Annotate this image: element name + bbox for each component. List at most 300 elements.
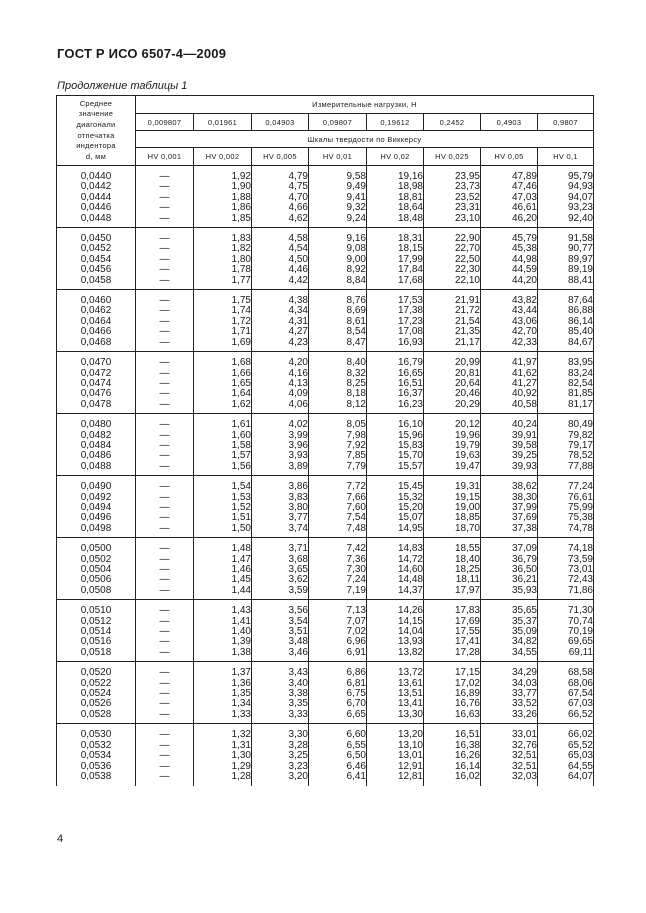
- hardness-value-cell: 21,54: [424, 317, 481, 327]
- hardness-value-cell: 17,41: [424, 637, 481, 647]
- diagonal-value-cell: 0,0514: [57, 627, 136, 637]
- hardness-value-cell: 4,20: [252, 352, 309, 369]
- hardness-value-cell: 20,29: [424, 400, 481, 414]
- hardness-value-cell: 32,51: [481, 762, 538, 772]
- hardness-value-cell: 3,59: [252, 586, 309, 600]
- hardness-value-cell: 1,50: [194, 524, 252, 538]
- hardness-value-cell: 20,64: [424, 379, 481, 389]
- diagonal-value-cell: 0,0524: [57, 689, 136, 699]
- hardness-value-cell: 70,74: [538, 617, 594, 627]
- table-row: [57, 538, 594, 555]
- hardness-value-cell: —: [136, 476, 194, 493]
- hardness-value-cell: 46,61: [481, 203, 538, 213]
- hardness-value-cell: 1,31: [194, 741, 252, 751]
- hardness-value-cell: 3,35: [252, 699, 309, 709]
- hardness-value-cell: 65,03: [538, 751, 594, 761]
- hardness-value-cell: —: [136, 679, 194, 689]
- hardness-value-cell: 44,59: [481, 265, 538, 275]
- diagonal-value-cell: 0,0504: [57, 565, 136, 575]
- loads-group-header: Измерительные нагрузки, Н: [136, 96, 594, 114]
- hardness-value-cell: 1,86: [194, 203, 252, 213]
- hardness-value-cell: 94,07: [538, 193, 594, 203]
- hardness-value-cell: 42,70: [481, 327, 538, 337]
- hardness-value-cell: 1,61: [194, 414, 252, 431]
- hardness-value-cell: 15,45: [367, 476, 424, 493]
- hardness-value-cell: 3,20: [252, 772, 309, 782]
- hardness-value-cell: —: [136, 352, 194, 369]
- hardness-value-cell: 34,29: [481, 662, 538, 679]
- hardness-value-cell: 16,38: [424, 741, 481, 751]
- spacer-cell: [309, 782, 367, 786]
- hardness-value-cell: 77,88: [538, 462, 594, 476]
- table-row: [57, 338, 594, 352]
- hardness-value-cell: 71,30: [538, 600, 594, 617]
- hardness-value-cell: 69,11: [538, 648, 594, 662]
- hardness-value-cell: 3,38: [252, 689, 309, 699]
- hardness-value-cell: 1,37: [194, 662, 252, 679]
- hardness-value-cell: 8,12: [309, 400, 367, 414]
- hardness-value-cell: 17,97: [424, 586, 481, 600]
- hardness-value-cell: 38,62: [481, 476, 538, 493]
- hardness-value-cell: 1,32: [194, 724, 252, 741]
- hardness-value-cell: 7,48: [309, 524, 367, 538]
- hardness-value-cell: 13,61: [367, 679, 424, 689]
- hardness-value-cell: —: [136, 306, 194, 316]
- hardness-value-cell: 7,54: [309, 513, 367, 523]
- hardness-value-cell: —: [136, 617, 194, 627]
- hardness-value-cell: 16,89: [424, 689, 481, 699]
- hardness-value-cell: 1,54: [194, 476, 252, 493]
- hardness-value-cell: —: [136, 290, 194, 307]
- hardness-value-cell: 19,96: [424, 431, 481, 441]
- hardness-value-cell: 7,19: [309, 586, 367, 600]
- hardness-value-cell: —: [136, 203, 194, 213]
- hardness-value-cell: 3,71: [252, 538, 309, 555]
- hardness-value-cell: —: [136, 575, 194, 585]
- hardness-value-cell: 76,61: [538, 493, 594, 503]
- hardness-value-cell: 16,23: [367, 400, 424, 414]
- diagonal-value-cell: 0,0462: [57, 306, 136, 316]
- diagonal-value-cell: 0,0452: [57, 244, 136, 254]
- hardness-value-cell: 9,32: [309, 203, 367, 213]
- hardness-value-cell: 1,47: [194, 555, 252, 565]
- diagonal-value-cell: 0,0460: [57, 290, 136, 307]
- hardness-value-cell: 19,31: [424, 476, 481, 493]
- spacer-cell: [481, 782, 538, 786]
- hardness-value-cell: 6,65: [309, 710, 367, 724]
- hardness-value-cell: 14,26: [367, 600, 424, 617]
- table-row: [57, 166, 594, 183]
- hardness-value-cell: 23,73: [424, 182, 481, 192]
- diagonal-value-cell: 0,0488: [57, 462, 136, 476]
- hardness-value-cell: 17,99: [367, 255, 424, 265]
- hardness-value-cell: 68,06: [538, 679, 594, 689]
- hardness-value-cell: 17,69: [424, 617, 481, 627]
- hardness-value-cell: 1,43: [194, 600, 252, 617]
- hardness-value-cell: 1,45: [194, 575, 252, 585]
- diagonal-value-cell: 0,0456: [57, 265, 136, 275]
- hardness-value-cell: 67,54: [538, 689, 594, 699]
- hardness-value-cell: 19,15: [424, 493, 481, 503]
- hardness-value-cell: 16,10: [367, 414, 424, 431]
- diagonal-value-cell: 0,0520: [57, 662, 136, 679]
- hardness-value-cell: 4,31: [252, 317, 309, 327]
- hardness-value-cell: 21,72: [424, 306, 481, 316]
- hardness-value-cell: 18,15: [367, 244, 424, 254]
- hardness-value-cell: 16,79: [367, 352, 424, 369]
- hardness-value-cell: 1,30: [194, 751, 252, 761]
- diagonal-value-cell: 0,0472: [57, 369, 136, 379]
- hardness-value-cell: 84,67: [538, 338, 594, 352]
- hardness-value-cell: 16,51: [367, 379, 424, 389]
- hardness-value-cell: 89,19: [538, 265, 594, 275]
- hardness-value-cell: 14,04: [367, 627, 424, 637]
- table-row: [57, 214, 594, 228]
- hardness-value-cell: 73,01: [538, 565, 594, 575]
- diagonal-value-cell: 0,0454: [57, 255, 136, 265]
- diagonal-value-cell: 0,0526: [57, 699, 136, 709]
- diagonal-value-cell: 0,0486: [57, 451, 136, 461]
- diagonal-value-cell: 0,0458: [57, 276, 136, 290]
- hardness-value-cell: 9,00: [309, 255, 367, 265]
- scale-header-cell: HV 0,1: [538, 148, 594, 166]
- hardness-value-cell: 1,85: [194, 214, 252, 228]
- hardness-value-cell: 64,07: [538, 772, 594, 782]
- hardness-value-cell: —: [136, 276, 194, 290]
- hardness-value-cell: 37,69: [481, 513, 538, 523]
- hardness-value-cell: 1,69: [194, 338, 252, 352]
- hardness-value-cell: 33,01: [481, 724, 538, 741]
- hardness-value-cell: 1,75: [194, 290, 252, 307]
- hardness-value-cell: 8,84: [309, 276, 367, 290]
- hardness-table: [56, 95, 594, 786]
- hardness-value-cell: —: [136, 513, 194, 523]
- hardness-value-cell: 3,62: [252, 575, 309, 585]
- hardness-value-cell: 1,80: [194, 255, 252, 265]
- hardness-value-cell: 89,97: [538, 255, 594, 265]
- hardness-value-cell: 1,56: [194, 462, 252, 476]
- diagonal-value-cell: 0,0450: [57, 228, 136, 245]
- hardness-value-cell: 41,97: [481, 352, 538, 369]
- hardness-value-cell: 32,03: [481, 772, 538, 782]
- diagonal-value-cell: 0,0512: [57, 617, 136, 627]
- spacer-cell: [367, 782, 424, 786]
- diagonal-value-cell: 0,0478: [57, 400, 136, 414]
- hardness-value-cell: 23,95: [424, 166, 481, 183]
- spacer-cell: [194, 782, 252, 786]
- hardness-value-cell: 16,02: [424, 772, 481, 782]
- hardness-value-cell: 23,31: [424, 203, 481, 213]
- hardness-value-cell: 3,80: [252, 503, 309, 513]
- hardness-value-cell: 70,19: [538, 627, 594, 637]
- hardness-value-cell: 7,13: [309, 600, 367, 617]
- hardness-value-cell: 78,52: [538, 451, 594, 461]
- diagonal-header-line: значение: [78, 109, 114, 119]
- hardness-value-cell: —: [136, 265, 194, 275]
- hardness-value-cell: 13,51: [367, 689, 424, 699]
- hardness-value-cell: 6,50: [309, 751, 367, 761]
- hardness-value-cell: 13,41: [367, 699, 424, 709]
- hardness-value-cell: 1,46: [194, 565, 252, 575]
- hardness-value-cell: 4,06: [252, 400, 309, 414]
- loads-row: [57, 114, 594, 131]
- hardness-value-cell: 40,92: [481, 389, 538, 399]
- hardness-value-cell: 13,30: [367, 710, 424, 724]
- spacer-cell: [57, 782, 136, 786]
- hardness-value-cell: 22,70: [424, 244, 481, 254]
- spacer-cell: [424, 782, 481, 786]
- hardness-value-cell: 82,54: [538, 379, 594, 389]
- hardness-value-cell: 7,66: [309, 493, 367, 503]
- hardness-value-cell: 1,82: [194, 244, 252, 254]
- hardness-value-cell: 85,40: [538, 327, 594, 337]
- diagonal-value-cell: 0,0498: [57, 524, 136, 538]
- hardness-value-cell: 39,91: [481, 431, 538, 441]
- hardness-value-cell: —: [136, 699, 194, 709]
- hardness-value-cell: —: [136, 379, 194, 389]
- hardness-value-cell: 67,03: [538, 699, 594, 709]
- document-title: ГОСТ Р ИСО 6507-4—2009: [57, 46, 227, 61]
- hardness-value-cell: 35,37: [481, 617, 538, 627]
- diagonal-value-cell: 0,0468: [57, 338, 136, 352]
- scales-group-header: Шкалы твердости по Виккерсу: [136, 131, 594, 148]
- hardness-value-cell: 38,30: [481, 493, 538, 503]
- hardness-value-cell: 34,55: [481, 648, 538, 662]
- hardness-value-cell: 17,68: [367, 276, 424, 290]
- hardness-value-cell: —: [136, 441, 194, 451]
- hardness-value-cell: 4,34: [252, 306, 309, 316]
- hardness-value-cell: 1,40: [194, 627, 252, 637]
- hardness-value-cell: 15,96: [367, 431, 424, 441]
- load-header-cell: 0,01961: [194, 114, 252, 131]
- hardness-value-cell: 34,03: [481, 679, 538, 689]
- table-row: [57, 662, 594, 679]
- hardness-value-cell: 13,72: [367, 662, 424, 679]
- hardness-value-cell: 13,10: [367, 741, 424, 751]
- table-row: [57, 524, 594, 538]
- diagonal-value-cell: 0,0440: [57, 166, 136, 183]
- hardness-value-cell: 39,58: [481, 441, 538, 451]
- hardness-value-cell: 75,99: [538, 503, 594, 513]
- diagonal-value-cell: 0,0510: [57, 600, 136, 617]
- hardness-value-cell: 1,71: [194, 327, 252, 337]
- hardness-value-cell: 9,16: [309, 228, 367, 245]
- hardness-value-cell: 4,62: [252, 214, 309, 228]
- hardness-value-cell: 39,25: [481, 451, 538, 461]
- page-number: 4: [57, 833, 64, 845]
- scale-header-cell: HV 0,001: [136, 148, 194, 166]
- hardness-value-cell: —: [136, 637, 194, 647]
- hardness-value-cell: 1,38: [194, 648, 252, 662]
- diagonal-value-cell: 0,0534: [57, 751, 136, 761]
- diagonal-value-cell: 0,0532: [57, 741, 136, 751]
- hardness-value-cell: 75,38: [538, 513, 594, 523]
- hardness-value-cell: 3,74: [252, 524, 309, 538]
- diagonal-value-cell: 0,0506: [57, 575, 136, 585]
- hardness-value-cell: 19,63: [424, 451, 481, 461]
- hardness-value-cell: 20,12: [424, 414, 481, 431]
- hardness-value-cell: —: [136, 524, 194, 538]
- diagonal-value-cell: 0,0508: [57, 586, 136, 600]
- table-row: [57, 724, 594, 741]
- hardness-value-cell: 8,61: [309, 317, 367, 327]
- hardness-value-cell: 1,53: [194, 493, 252, 503]
- hardness-value-cell: 33,77: [481, 689, 538, 699]
- hardness-value-cell: 15,70: [367, 451, 424, 461]
- diagonal-value-cell: 0,0470: [57, 352, 136, 369]
- hardness-value-cell: —: [136, 166, 194, 183]
- diagonal-header-line: диагонали: [76, 119, 116, 129]
- hardness-value-cell: 14,95: [367, 524, 424, 538]
- hardness-value-cell: —: [136, 317, 194, 327]
- hardness-value-cell: —: [136, 555, 194, 565]
- load-header-cell: 0,04903: [252, 114, 309, 131]
- hardness-value-cell: 21,35: [424, 327, 481, 337]
- hardness-value-cell: 47,03: [481, 193, 538, 203]
- hardness-value-cell: 19,47: [424, 462, 481, 476]
- hardness-value-cell: 14,83: [367, 538, 424, 555]
- diagonal-header-line: индентора: [76, 141, 116, 151]
- hardness-value-cell: 1,62: [194, 400, 252, 414]
- hardness-value-cell: 15,07: [367, 513, 424, 523]
- hardness-value-cell: 1,33: [194, 710, 252, 724]
- hardness-value-cell: 1,65: [194, 379, 252, 389]
- hardness-value-cell: 79,82: [538, 431, 594, 441]
- diagonal-value-cell: 0,0448: [57, 214, 136, 228]
- hardness-value-cell: 1,68: [194, 352, 252, 369]
- hardness-value-cell: 18,64: [367, 203, 424, 213]
- hardness-value-cell: 18,11: [424, 575, 481, 585]
- hardness-value-cell: 1,83: [194, 228, 252, 245]
- hardness-value-cell: 22,50: [424, 255, 481, 265]
- hardness-value-cell: —: [136, 762, 194, 772]
- load-header-cell: 0,09807: [309, 114, 367, 131]
- hardness-value-cell: 71,86: [538, 586, 594, 600]
- table-row: [57, 751, 594, 761]
- hardness-value-cell: 4,23: [252, 338, 309, 352]
- hardness-value-cell: 4,54: [252, 244, 309, 254]
- hardness-value-cell: 17,55: [424, 627, 481, 637]
- hardness-value-cell: 8,32: [309, 369, 367, 379]
- table-row: [57, 276, 594, 290]
- hardness-value-cell: 3,83: [252, 493, 309, 503]
- hardness-value-cell: 6,96: [309, 637, 367, 647]
- hardness-value-cell: 3,30: [252, 724, 309, 741]
- scale-header-cell: HV 0,025: [424, 148, 481, 166]
- scale-header-cell: HV 0,01: [309, 148, 367, 166]
- hardness-value-cell: 40,58: [481, 400, 538, 414]
- hardness-value-cell: 35,09: [481, 627, 538, 637]
- hardness-value-cell: —: [136, 451, 194, 461]
- diagonal-value-cell: 0,0446: [57, 203, 136, 213]
- hardness-value-cell: 7,79: [309, 462, 367, 476]
- hardness-value-cell: 7,42: [309, 538, 367, 555]
- hardness-value-cell: 37,99: [481, 503, 538, 513]
- hardness-value-cell: 4,50: [252, 255, 309, 265]
- load-header-cell: 0,9807: [538, 114, 594, 131]
- diagonal-header: [57, 96, 136, 166]
- hardness-value-cell: 3,86: [252, 476, 309, 493]
- hardness-value-cell: 20,46: [424, 389, 481, 399]
- diagonal-value-cell: 0,0528: [57, 710, 136, 724]
- diagonal-value-cell: 0,0536: [57, 762, 136, 772]
- hardness-value-cell: —: [136, 586, 194, 600]
- hardness-value-cell: 7,07: [309, 617, 367, 627]
- hardness-value-cell: 18,48: [367, 214, 424, 228]
- hardness-value-cell: 3,89: [252, 462, 309, 476]
- hardness-value-cell: —: [136, 431, 194, 441]
- hardness-value-cell: 12,81: [367, 772, 424, 782]
- hardness-value-cell: —: [136, 565, 194, 575]
- hardness-value-cell: 6,75: [309, 689, 367, 699]
- hardness-value-cell: 9,08: [309, 244, 367, 254]
- table-row: [57, 414, 594, 431]
- diagonal-value-cell: 0,0502: [57, 555, 136, 565]
- table-row: [57, 648, 594, 662]
- hardness-value-cell: 1,36: [194, 679, 252, 689]
- table-row: [57, 400, 594, 414]
- diagonal-value-cell: 0,0484: [57, 441, 136, 451]
- hardness-value-cell: 4,42: [252, 276, 309, 290]
- hardness-value-cell: —: [136, 538, 194, 555]
- hardness-value-cell: 1,58: [194, 441, 252, 451]
- hardness-value-cell: 19,00: [424, 503, 481, 513]
- hardness-value-cell: 13,82: [367, 648, 424, 662]
- table-row: [57, 290, 594, 307]
- hardness-value-cell: 18,70: [424, 524, 481, 538]
- diagonal-header-line: Среднее: [79, 98, 113, 108]
- hardness-value-cell: 3,54: [252, 617, 309, 627]
- scale-header-cell: HV 0,002: [194, 148, 252, 166]
- hardness-value-cell: 9,41: [309, 193, 367, 203]
- hardness-value-cell: 1,74: [194, 306, 252, 316]
- diagonal-value-cell: 0,0490: [57, 476, 136, 493]
- hardness-value-cell: 1,88: [194, 193, 252, 203]
- hardness-value-cell: 16,14: [424, 762, 481, 772]
- hardness-value-cell: 3,68: [252, 555, 309, 565]
- hardness-value-cell: 4,66: [252, 203, 309, 213]
- hardness-value-cell: 79,17: [538, 441, 594, 451]
- hardness-value-cell: 8,40: [309, 352, 367, 369]
- hardness-value-cell: 43,06: [481, 317, 538, 327]
- hardness-value-cell: 4,46: [252, 265, 309, 275]
- hardness-value-cell: 80,49: [538, 414, 594, 431]
- hardness-value-cell: 33,52: [481, 699, 538, 709]
- hardness-value-cell: —: [136, 710, 194, 724]
- hardness-value-cell: —: [136, 327, 194, 337]
- hardness-value-cell: 4,09: [252, 389, 309, 399]
- diagonal-header-line: d, мм: [85, 151, 107, 161]
- hardness-value-cell: 15,32: [367, 493, 424, 503]
- diagonal-value-cell: 0,0442: [57, 182, 136, 192]
- hardness-value-cell: 3,48: [252, 637, 309, 647]
- hardness-value-cell: 1,64: [194, 389, 252, 399]
- hardness-value-cell: 3,40: [252, 679, 309, 689]
- diagonal-value-cell: 0,0444: [57, 193, 136, 203]
- hardness-value-cell: 93,23: [538, 203, 594, 213]
- hardness-value-cell: 1,78: [194, 265, 252, 275]
- table-row: [57, 352, 594, 369]
- scale-header-cell: HV 0,02: [367, 148, 424, 166]
- hardness-value-cell: 3,93: [252, 451, 309, 461]
- hardness-value-cell: 40,24: [481, 414, 538, 431]
- hardness-value-cell: 7,36: [309, 555, 367, 565]
- hardness-value-cell: 9,49: [309, 182, 367, 192]
- hardness-value-cell: 32,76: [481, 741, 538, 751]
- table-header: [57, 96, 594, 166]
- diagonal-header-line: отпечатка: [77, 130, 115, 140]
- diagonal-value-cell: 0,0538: [57, 772, 136, 782]
